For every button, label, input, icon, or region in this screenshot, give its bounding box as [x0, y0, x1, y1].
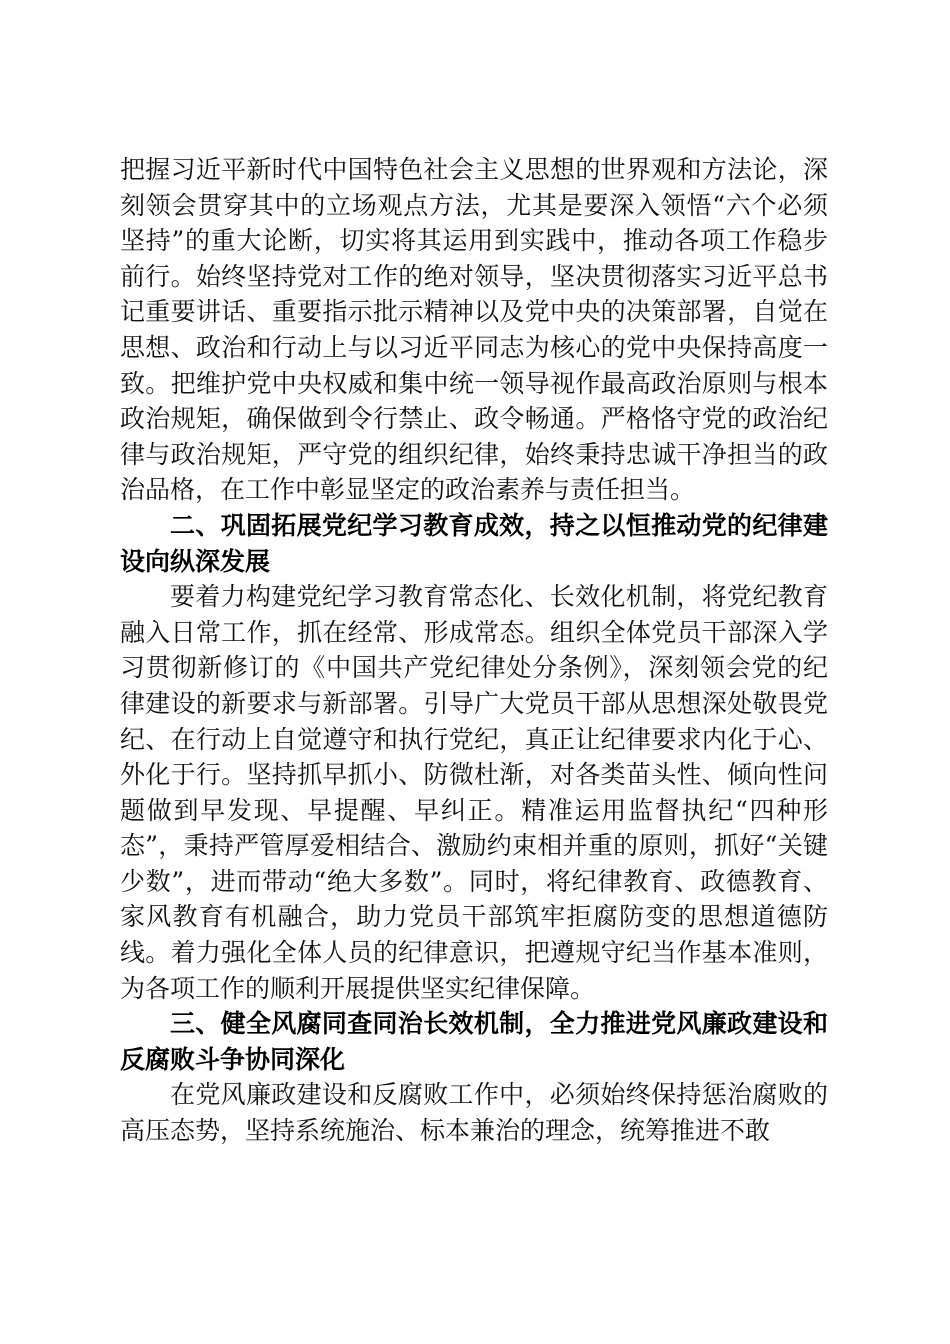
section-heading-3: 三、健全风腐同查同治长效机制，全力推进党风廉政建设和反腐败斗争协同深化 — [120, 1009, 828, 1074]
body-paragraph-3: 在党风廉政建设和反腐败工作中，必须始终保持惩治腐败的高压态势，坚持系统施治、标本兼治的理念，统筹推进不敢 — [120, 1080, 828, 1146]
document-page — [120, 152, 828, 1149]
section-heading-2: 二、巩固拓展党纪学习教育成效，持之以恒推动党的纪律建设向纵深发展 — [120, 510, 828, 576]
body-paragraph-1: 把握习近平新时代中国特色社会主义思想的世界观和方法论，深刻领会贯穿其中的立场观点方法，尤其是要深入领悟“六个必须坚持”的重大论断，切实将其运用到实践中，推动各项工作稳步前行。始终坚持党对工作的绝对领导，坚决贯彻落实习近平总书记重要讲话、重要指示批示精神以及党中央的决策部署，自觉在思想、政治和行动上与以习近平同志为核心的党中央保持高度一致。把维护党中央权威和集中统一领导视作最高政治原则与根本政治规矩，确保做到令行禁止、政令畅通。严格恪守党的政治纪律与政治规矩，严守党的组织纪律，始终秉持忠诚干净担当的政治品格，在工作中彰显坚定的政治素养与责任担当。 — [120, 155, 828, 505]
body-paragraph-2: 要着力构建党纪学习教育常态化、长效化机制，将党纪教育融入日常工作，抓在经常、形成常态。组织全体党员干部深入学习贯彻新修订的《中国共产党纪律处分条例》，深刻领会党的纪律建设的新要求与新部署。引导广大党员干部从思想深处敬畏党纪、在行动上自觉遵守和执行党纪，真正让纪律要求内化于心、外化于行。坚持抓早抓小、防微杜渐，对各类苗头性、倾向性问题做到早发现、早提醒、早纠正。精准运用监督执纪“四种形态”，秉持严管厚爱相结合、激励约束相并重的原则，抓好“关键少数”，进而带动“绝大多数”。同时，将纪律教育、政德教育、家风教育有机融合，助力党员干部筑牢拒腐防变的思想道德防线。着力强化全体人员的纪律意识，把遵规守纪当作基本准则，为各项工作的顺利开展提供坚实纪律保障。 — [120, 582, 828, 1003]
